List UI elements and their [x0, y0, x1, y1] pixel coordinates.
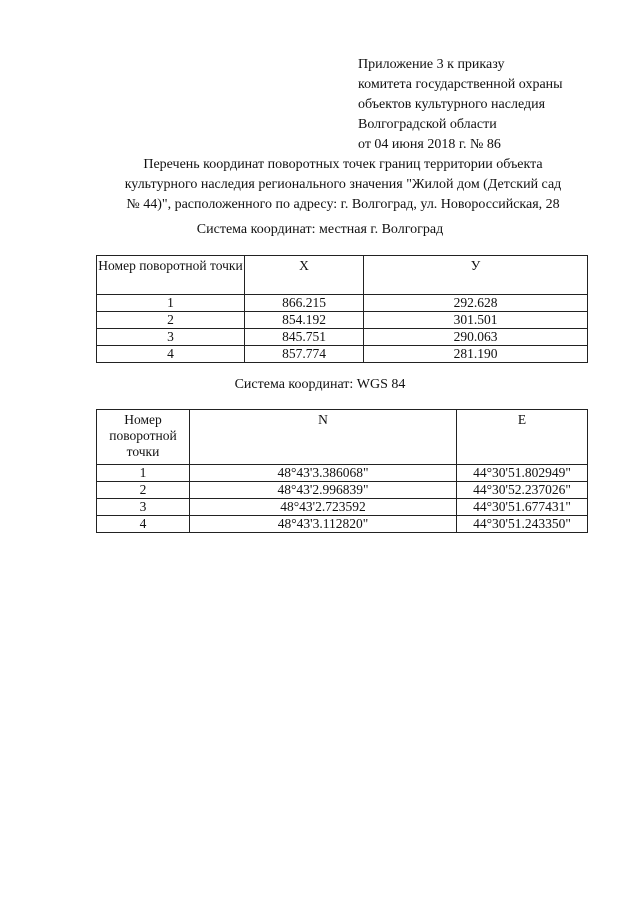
column-header-point: Номер поворотной точки — [97, 256, 245, 295]
x-value: 845.751 — [245, 329, 364, 346]
n-value: 48°43'2.723592 — [190, 499, 457, 516]
point-number: 1 — [97, 295, 245, 312]
heading-line: № 44)", расположенного по адресу: г. Волгоград, ул. Новороссийская, 28 — [126, 197, 560, 212]
column-header-e: E — [457, 410, 588, 465]
appendix-header — [358, 55, 628, 155]
point-number: 2 — [97, 482, 190, 499]
column-header-x: X — [245, 256, 364, 295]
appendix-line: комитета государственной охраны — [358, 77, 563, 92]
y-value: 281.190 — [364, 346, 588, 363]
y-value: 290.063 — [364, 329, 588, 346]
point-number: 3 — [97, 499, 190, 516]
column-header-point: Номер поворотной точки — [97, 410, 190, 465]
y-value: 301.501 — [364, 312, 588, 329]
e-value: 44°30'51.802949" — [457, 465, 588, 482]
e-value: 44°30'51.677431" — [457, 499, 588, 516]
column-header-y: У — [364, 256, 588, 295]
table-row — [97, 465, 588, 482]
point-number: 3 — [97, 329, 245, 346]
x-value: 866.215 — [245, 295, 364, 312]
appendix-line: от 04 июня 2018 г. № 86 — [358, 137, 501, 152]
point-number: 4 — [97, 516, 190, 533]
e-value: 44°30'51.243350" — [457, 516, 588, 533]
document-heading — [92, 155, 594, 215]
e-value: 44°30'52.237026" — [457, 482, 588, 499]
wgs-coordinates-table — [96, 409, 588, 533]
table-row — [97, 295, 588, 312]
table-row — [97, 516, 588, 533]
n-value: 48°43'3.386068" — [190, 465, 457, 482]
y-value: 292.628 — [364, 295, 588, 312]
wgs-system-title: Система координат: WGS 84 — [234, 377, 406, 392]
heading-line: Перечень координат поворотных точек границ территории объекта — [143, 157, 543, 172]
local-coordinates-table — [96, 255, 588, 363]
n-value: 48°43'2.996839" — [190, 482, 457, 499]
table-row — [97, 329, 588, 346]
point-number: 1 — [97, 465, 190, 482]
table-header-row — [97, 256, 588, 295]
appendix-line: Волгоградской области — [358, 117, 497, 132]
n-value: 48°43'3.112820" — [190, 516, 457, 533]
x-value: 857.774 — [245, 346, 364, 363]
appendix-line: Приложение 3 к приказу — [358, 57, 505, 72]
point-number: 2 — [97, 312, 245, 329]
x-value: 854.192 — [245, 312, 364, 329]
column-header-n: N — [190, 410, 457, 465]
table-row — [97, 346, 588, 363]
table-row — [97, 499, 588, 516]
table-row — [97, 482, 588, 499]
local-system-title: Система координат: местная г. Волгоград — [196, 222, 444, 237]
table-header-row — [97, 410, 588, 465]
heading-line: культурного наследия регионального значения "Жилой дом (Детский сад — [124, 177, 562, 192]
appendix-line: объектов культурного наследия — [358, 97, 546, 112]
point-number: 4 — [97, 346, 245, 363]
table-row — [97, 312, 588, 329]
